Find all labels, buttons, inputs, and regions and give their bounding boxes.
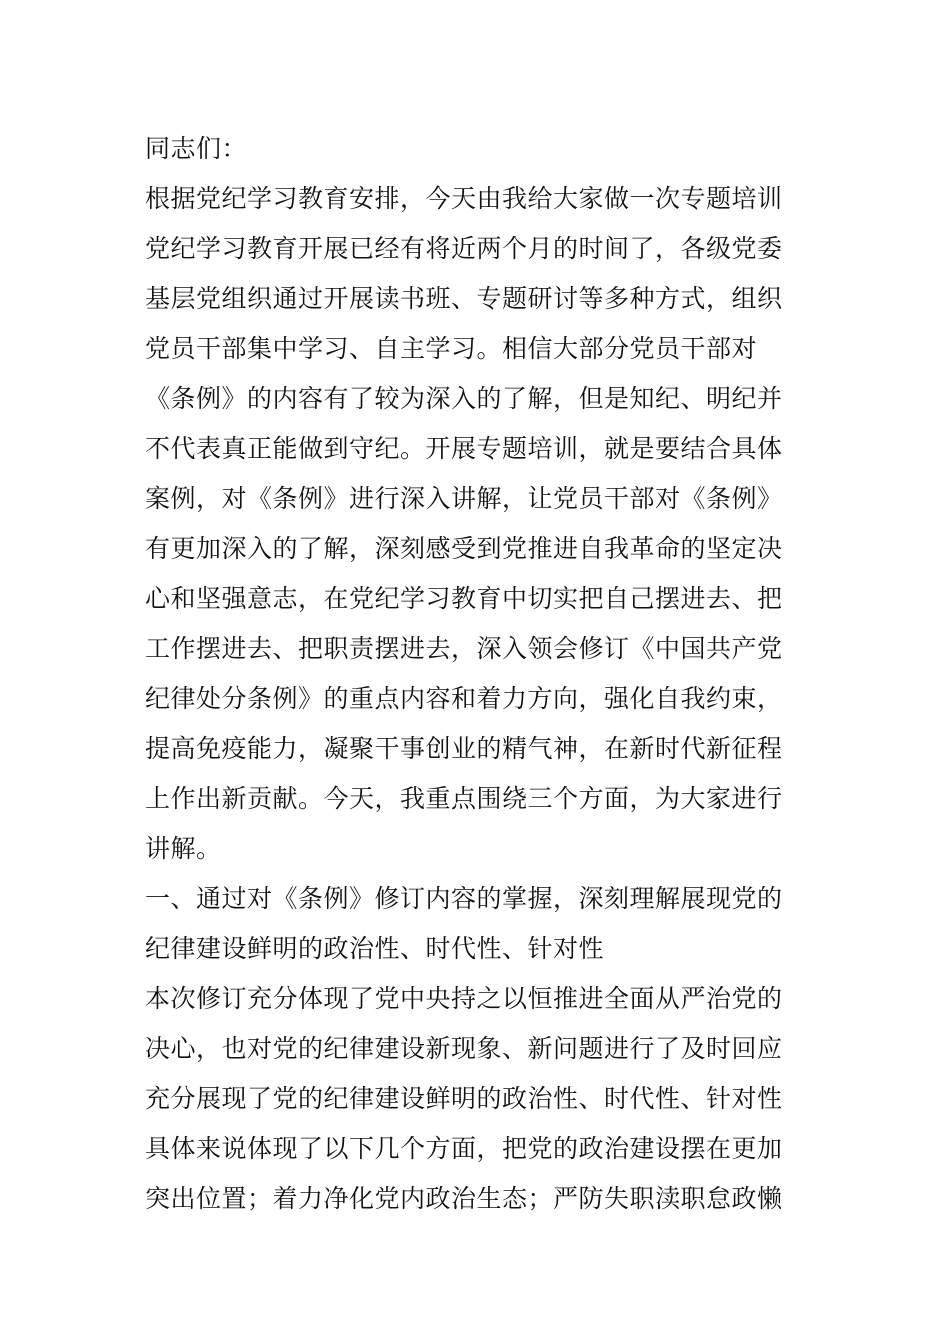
text-line: 具体来说体现了以下几个方面，把党的政治建设摆在更加: [145, 1134, 783, 1163]
text-line: 基层党组织通过开展读书班、专题研讨等多种方式，组织: [145, 284, 783, 313]
text-line: 充分展现了党的纪律建设鲜明的政治性、时代性、针对性: [145, 1084, 783, 1113]
document-body: [145, 124, 810, 1224]
text-line: 《条例》的内容有了较为深入的了解，但是知纪、明纪并: [145, 384, 783, 413]
text-line: 党纪学习教育开展已经有将近两个月的时间了，各级党委: [145, 234, 783, 263]
text-line: 案例，对《条例》进行深入讲解，让党员干部对《条例》: [145, 484, 783, 513]
text-line: 根据党纪学习教育安排，今天由我给大家做一次专题培训: [145, 184, 783, 213]
text-line: 工作摆进去、把职责摆进去，深入领会修订《中国共产党: [145, 634, 783, 663]
text-line: 不代表真正能做到守纪。开展专题培训，就是要结合具体: [145, 434, 783, 463]
text-line: 提高免疫能力，凝聚干事创业的精气神，在新时代新征程: [145, 734, 783, 763]
text-line: 决心，也对党的纪律建设新现象、新问题进行了及时回应: [145, 1034, 783, 1063]
text-line: 突出位置；着力净化党内政治生态；严防失职渎职怠政懒: [145, 1184, 783, 1213]
text-line: 讲解。: [145, 834, 222, 863]
text-line: 心和坚强意志，在党纪学习教育中切实把自己摆进去、把: [145, 584, 783, 613]
text-line: 纪律处分条例》的重点内容和着力方向，强化自我约束，: [145, 684, 783, 713]
salutation-line: 同志们：: [145, 134, 248, 163]
text-line: 党员干部集中学习、自主学习。相信大部分党员干部对: [145, 334, 758, 363]
text-line: 上作出新贡献。今天，我重点围绕三个方面，为大家进行: [145, 784, 783, 813]
text-line: 本次修订充分体现了党中央持之以恒推进全面从严治党的: [145, 984, 783, 1013]
section-heading-line: 一、通过对《条例》修订内容的掌握，深刻理解展现党的: [145, 884, 783, 913]
section-heading-line: 纪律建设鲜明的政治性、时代性、针对性: [145, 934, 605, 963]
text-line: 有更加深入的了解，深刻感受到党推进自我革命的坚定决: [145, 534, 783, 563]
